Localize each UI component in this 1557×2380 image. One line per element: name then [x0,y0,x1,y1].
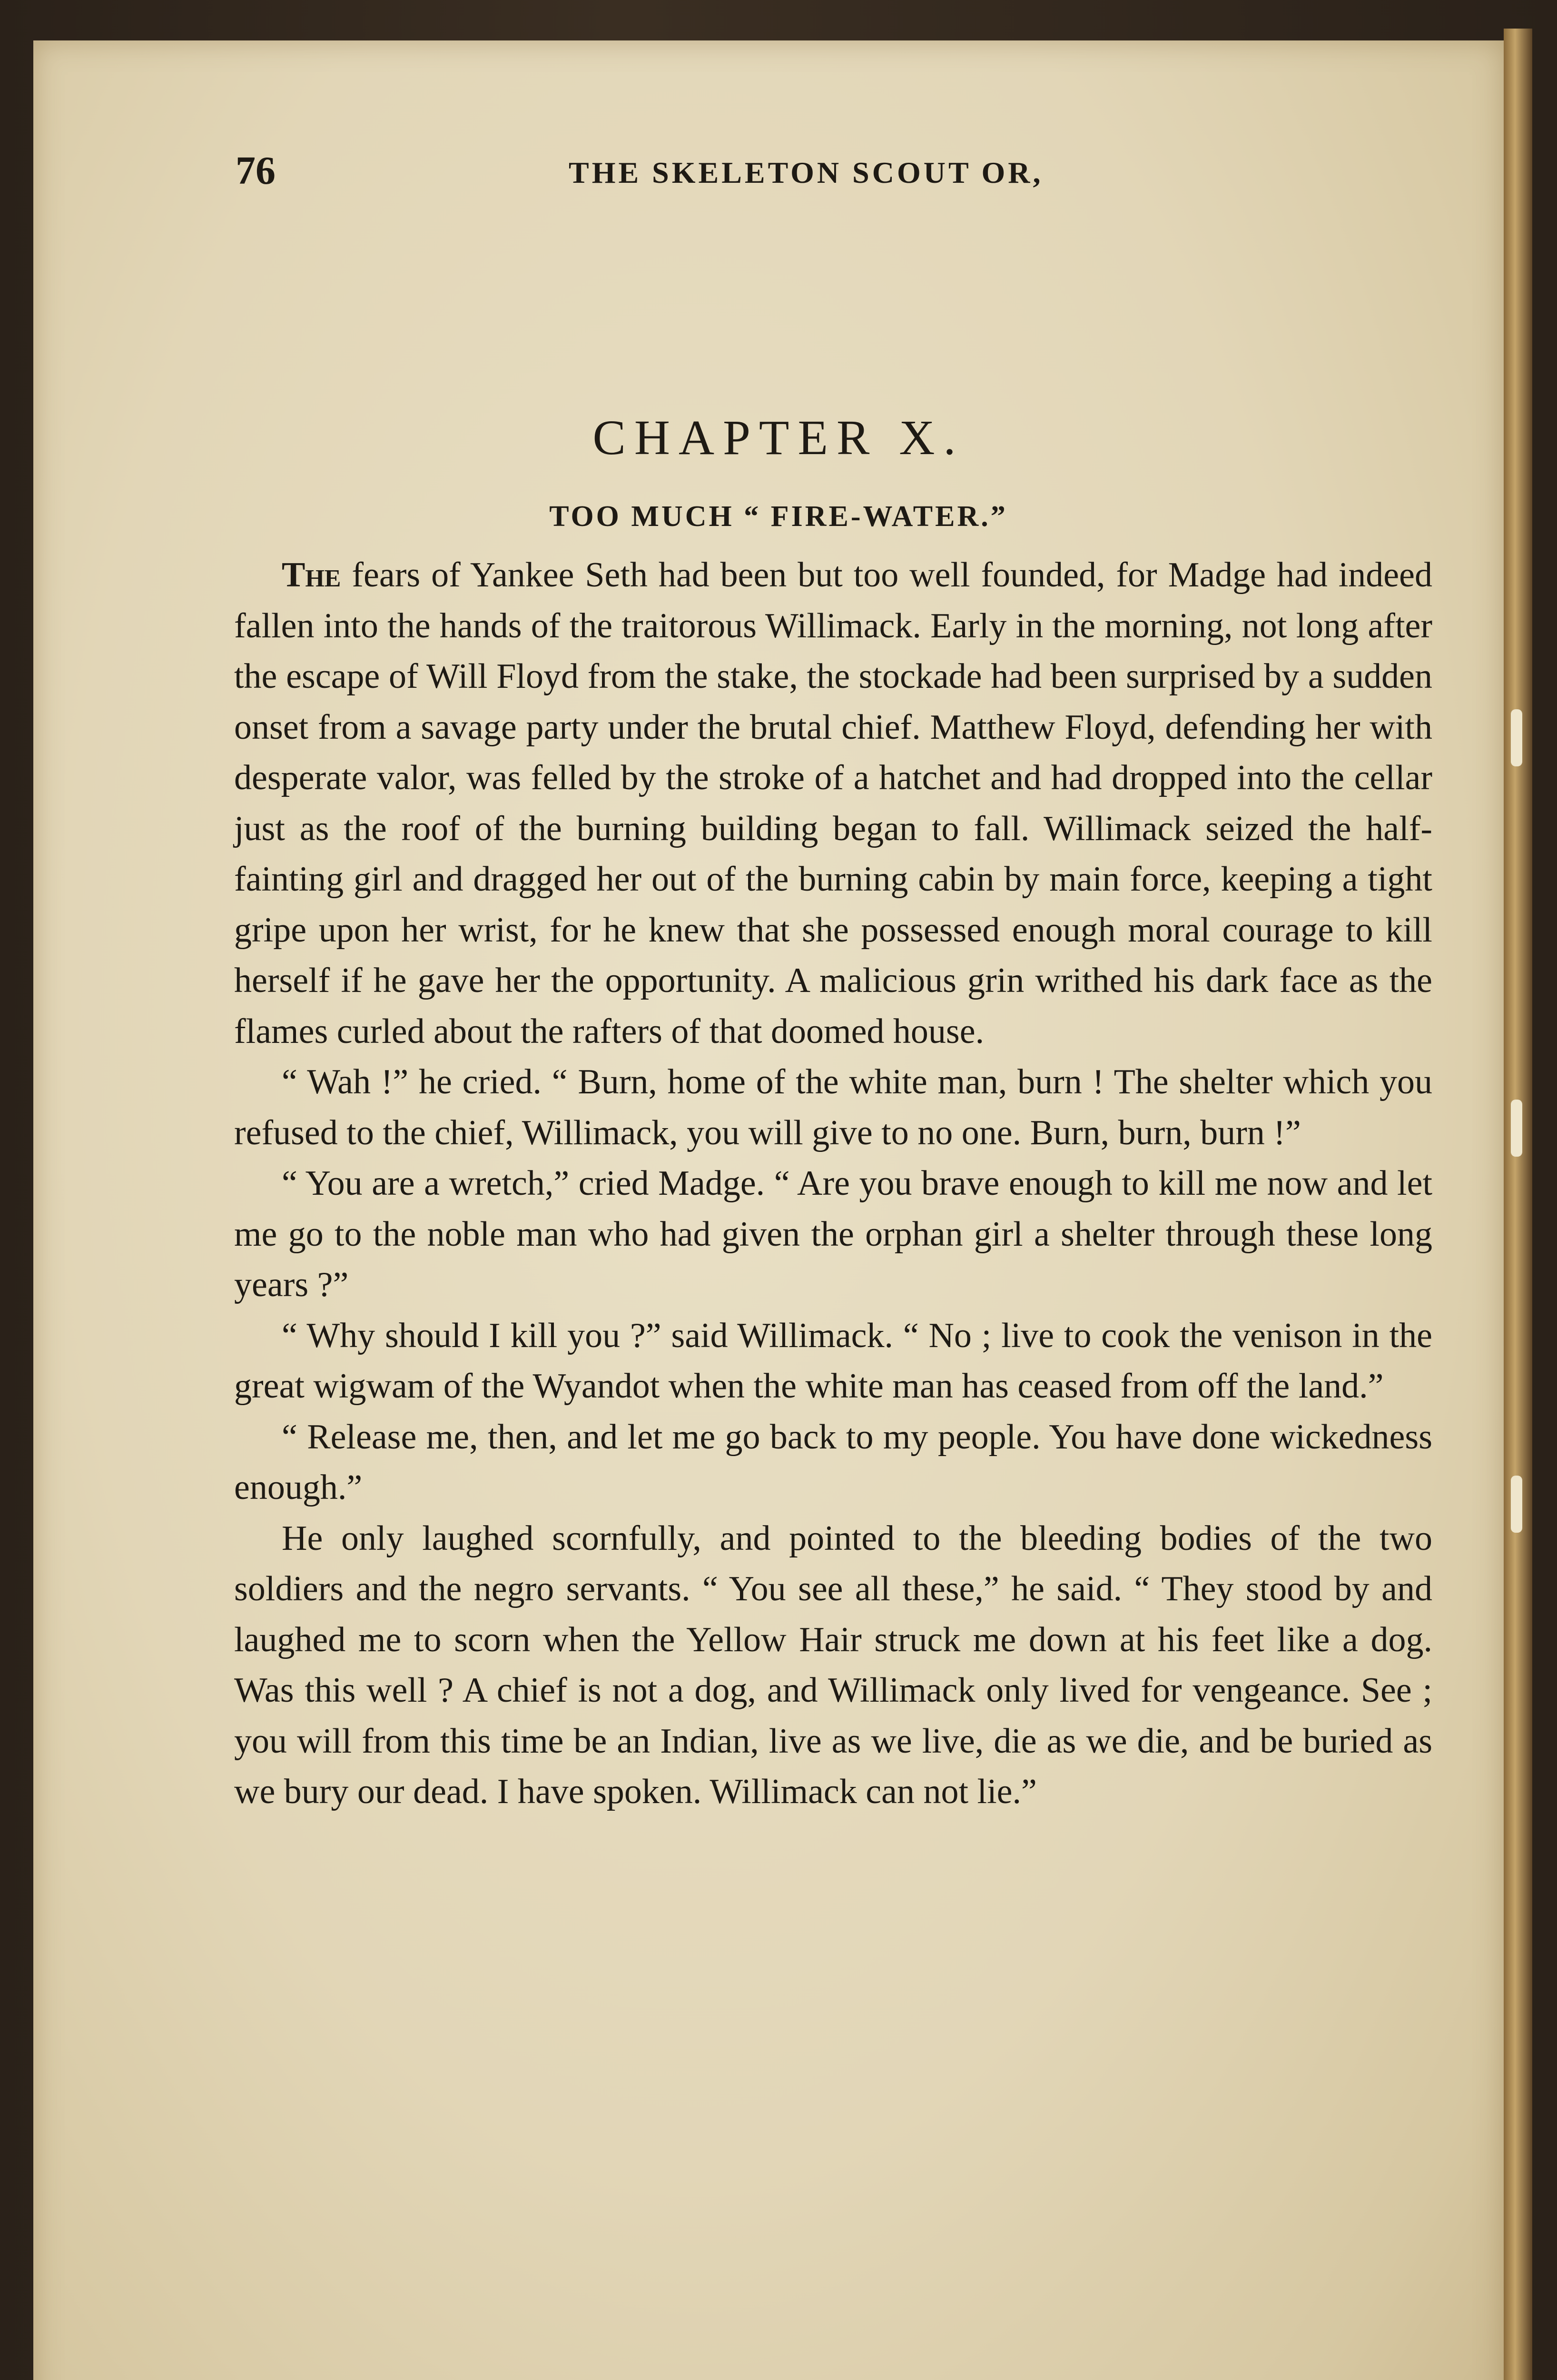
page-number: 76 [236,149,276,193]
paragraph [234,1158,1432,1310]
paragraph [234,550,1432,1057]
paragraph [234,1513,1432,1817]
binding-thread [1511,709,1522,766]
page-edge [1504,29,1532,2380]
running-title: THE SKELETON SCOUT OR, [569,156,1044,189]
paragraph-text: He only laughed scornfully, and pointed to the bleeding bodies of the two soldiers and the negro servants. “ You see all these,” he said. “ They stood by and laughed me to scorn when the Yellow Hair struck me down at his feet like a dog. Was this well ? A chief is not a dog, and Willimack only lived for vengeance. See ; you will from this time be an Indian, live as we live, die as we die, and be buried as we bury our dead. I have spoken. Willimack can not lie.” [234,1518,1432,1811]
paragraph-text: “ You are a wretch,” cried Madge. “ Are you brave enough to kill me now and let me go to the noble man who had given the orphan girl a shelter through these long years ?” [234,1164,1432,1304]
paragraph [234,1057,1432,1158]
paragraph [234,1310,1432,1412]
paragraph-text: fears of Yankee Seth had been but too well founded, for Madge had indeed fallen into the hands of the traitorous Willimack. Early in the morning, not long after the escape of Will Floyd from the stake, the stockade had been surprised by a sudden onset from a savage party under the brutal chief. Matthew Floyd, defending her with desperate valor, was felled by the stroke of a hatchet and had dropped into the cellar just as the roof of the burning building began to fall. Willimack seized the half-fainting girl and dragged her out of the burning cabin by main force, keeping a tight gripe upon her wrist, for he knew that she possessed enough moral courage to kill herself if he gave her the opportunity. A malicious grin writhed his dark face as the flames curled about the rafters of that doomed house. [234,555,1432,1051]
chapter-title: CHAPTER X. [592,410,965,465]
paragraph-text: “ Release me, then, and let me go back to my people. You have done wickedness enough.” [234,1417,1432,1507]
body-text [234,550,1432,2311]
binding-thread [1511,1100,1522,1157]
paragraph-text: “ Wah !” he cried. “ Burn, home of the white man, burn ! The shelter which you refused to the chief, Willimack, you will give to no one. Burn, burn, burn !” [234,1062,1432,1152]
binding-thread [1511,1476,1522,1533]
paragraph [234,1412,1432,1513]
chapter-subtitle: TOO MUCH “ FIRE-WATER.” [549,500,1008,533]
paragraph-lead: The [282,555,341,595]
page-header [236,148,1444,205]
paragraph-text: “ Why should I kill you ?” said Willimack. “ No ; live to cook the venison in the great wigwam of the Wyandot when the white man has ceased from off the land.” [234,1316,1432,1406]
